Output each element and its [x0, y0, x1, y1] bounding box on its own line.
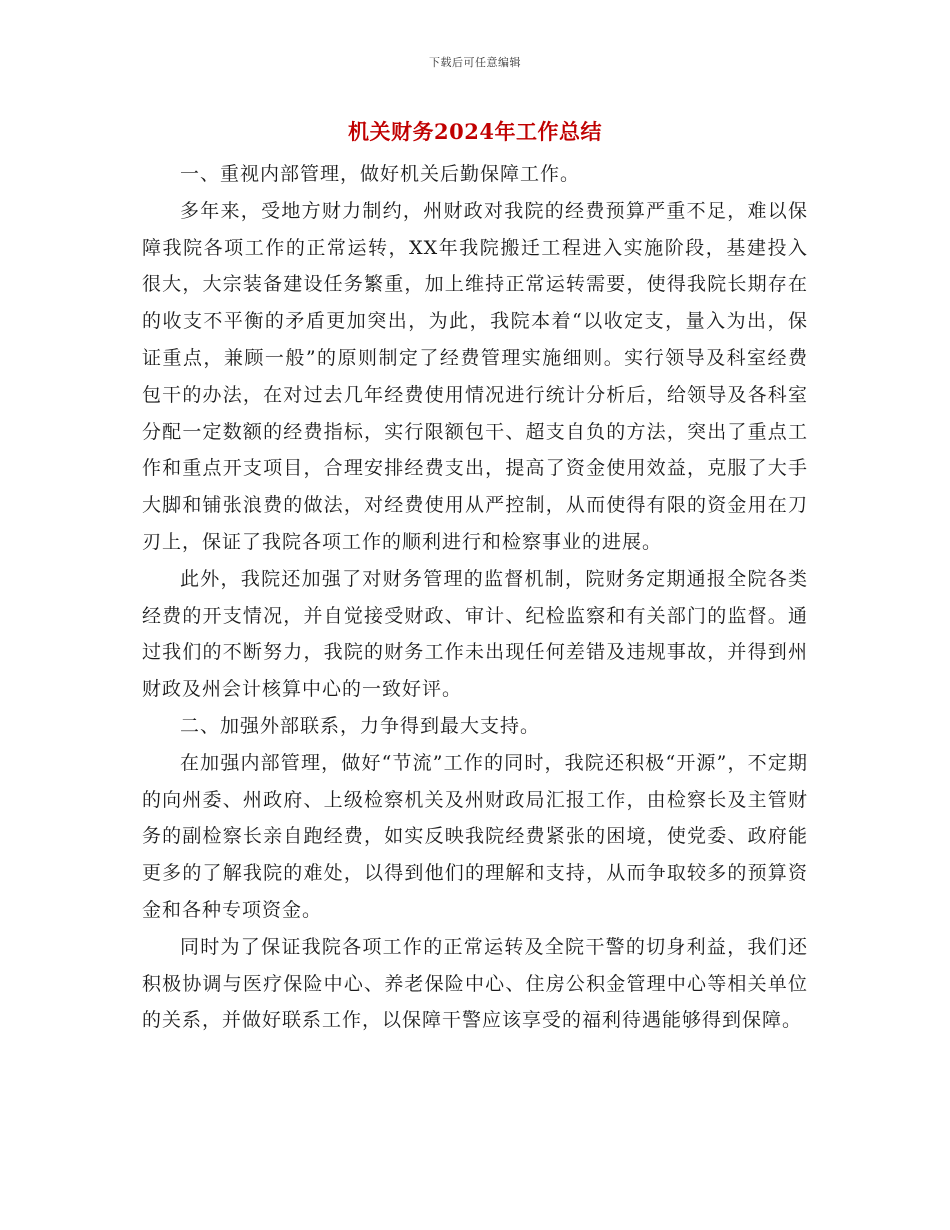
paragraph-welfare-coordination: 同时为了保证我院各项工作的正常运转及全院干警的切身利益，我们还积极协调与医疗保险中心、养老保险中心、住房公积金管理中心等相关单位的关系，并做好联系工作，以保障干警应该享受的福利待遇能够得到保障。: [142, 935, 808, 1032]
paragraph-external-funding: 在加强内部管理，做好“节流”工作的同时，我院还积极“开源”，不定期的向州委、州政府、上级检察机关及州财政局汇报工作，由检察长及主管财务的副检察长亲自跑经费，如实反映我院经费紧张的困境，使党委、政府能更多的了解我院的难处，以得到他们的理解和支持，从而争取较多的预算资金和各种专项资金。: [142, 751, 808, 921]
document-title: 机关财务2024年工作总结: [348, 119, 602, 144]
section-heading-1: 一、重视内部管理，做好机关后勤保障工作。: [180, 163, 581, 185]
paragraph-budget-management: 多年来，受地方财力制约，州财政对我院的经费预算严重不足，难以保障我院各项工作的正常运转，XX年我院搬迁工程进入实施阶段，基建投入很大，大宗装备建设任务繁重，加上维持正常运转需要，使得我院长期存在的收支不平衡的矛盾更加突出，为此，我院本着“以收定支，量入为出，保证重点，兼顾一般”的原则制定了经费管理实施细则。实行领导及科室经费包干的办法，在对过去几年经费使用情况进行统计分析后，给领导及各科室分配一定数额的经费指标，实行限额包干、超支自负的方法，突出了重点工作和重点开支项目，合理安排经费支出，提高了资金使用效益，克服了大手大脚和铺张浪费的做法，对经费使用从严控制，从而使得有限的资金用在刀刃上，保证了我院各项工作的顺利进行和检察事业的进展。: [142, 199, 808, 553]
paragraph-supervision: 此外，我院还加强了对财务管理的监督机制，院财务定期通报全院各类经费的开支情况，并自觉接受财政、审计、纪检监察和有关部门的监督。通过我们的不断努力，我院的财务工作未出现任何差错及违规事故，并得到州财政及州会计核算中心的一致好评。: [142, 567, 808, 701]
section-heading-2: 二、加强外部联系，力争得到最大支持。: [180, 714, 541, 737]
document-body: [142, 156, 808, 1039]
page-header: 下载后可任意编辑: [429, 56, 521, 69]
